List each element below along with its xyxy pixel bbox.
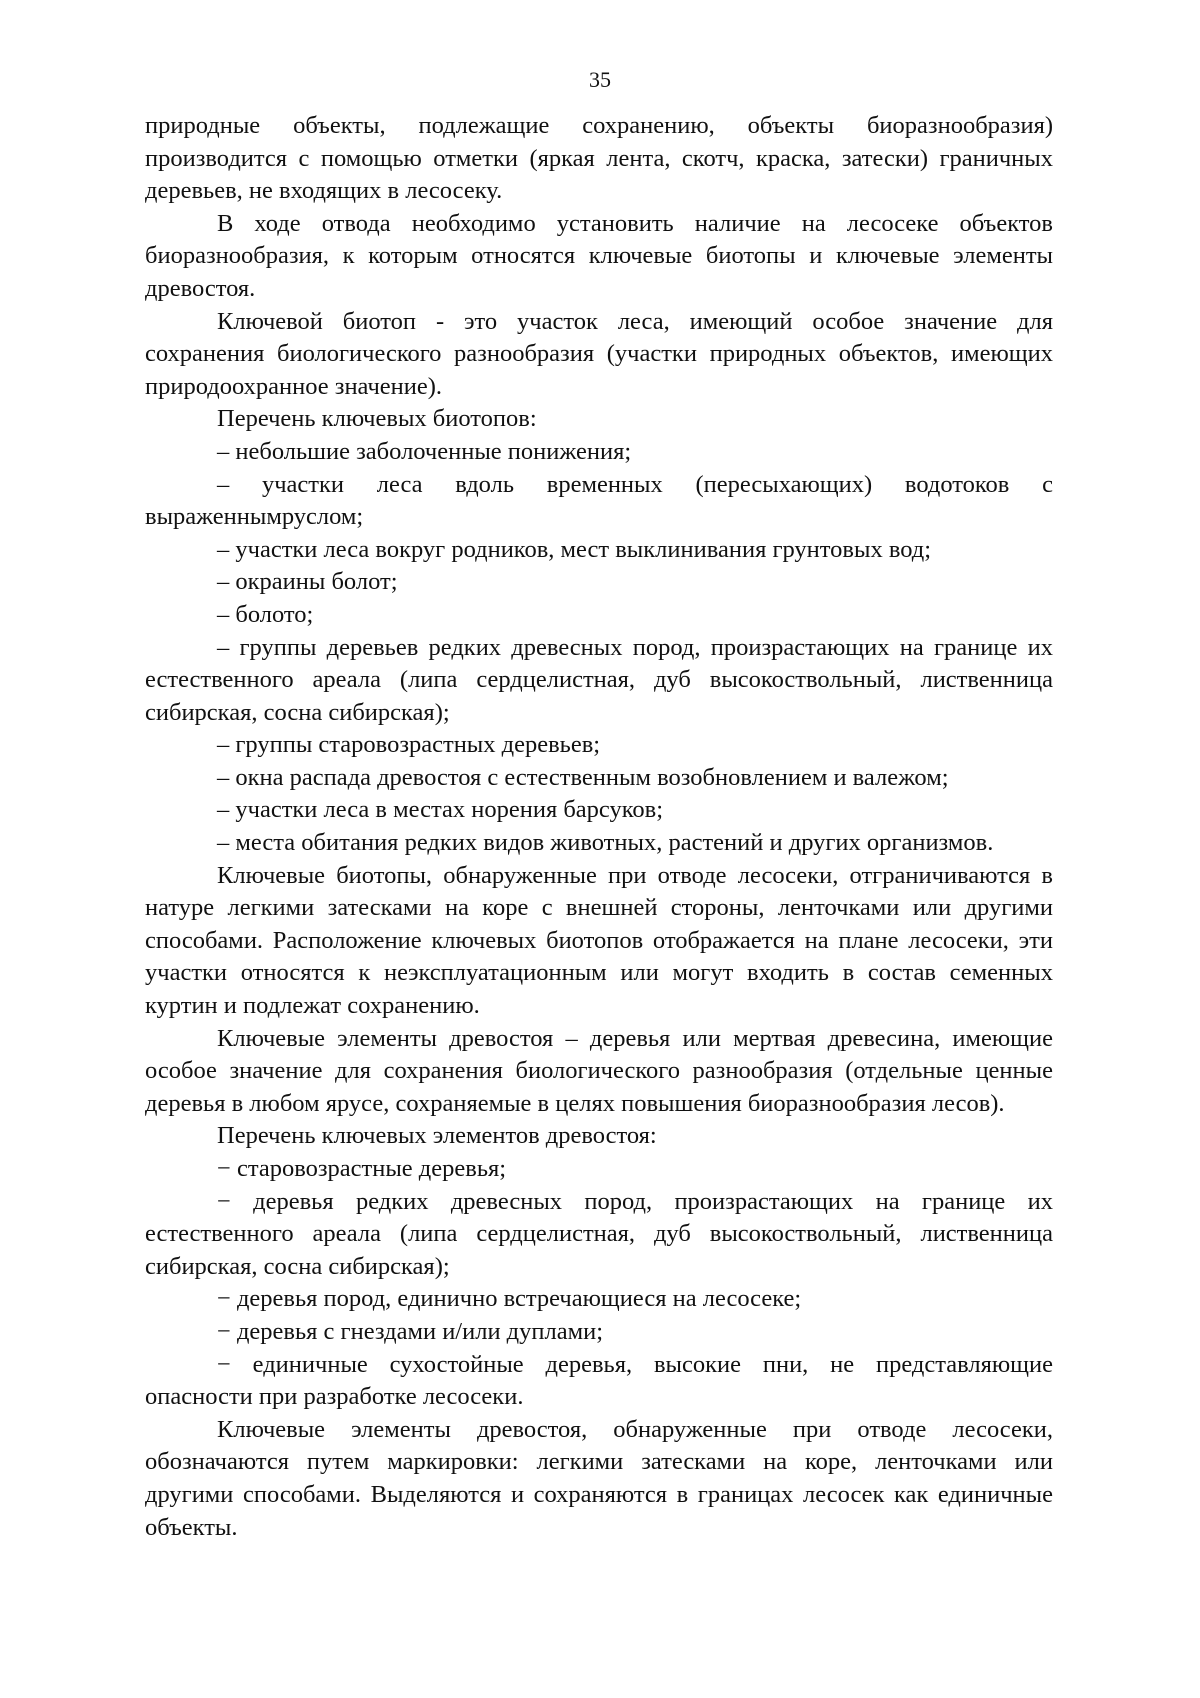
paragraph: природные объекты, подлежащие сохранению, объекты биоразнообразия) производится с помощью отметки (яркая лента, скотч, краска, затески) граничных деревьев, не входящих в лесосеку.: [145, 112, 1053, 205]
list-item: – участки леса вдоль временных (пересыхающих) водотоков с выраженнымруслом;: [145, 470, 1053, 531]
list-item: − старовозрастные деревья;: [217, 1155, 507, 1182]
list-item: – группы старовозрастных деревьев;: [217, 731, 601, 759]
paragraph: Ключевые биотопы, обнаруженные при отводе лесосеки, отграничиваются в натуре легкими затесками на коре с внешней стороны, ленточками или другими способами. Расположение ключевых биотопов отображается на плане лесосеки, эти участки относятся к неэксплуатационным или могут входить в состав семенных куртин и подлежат сохранению.: [145, 861, 1053, 1020]
list-item: − единичные сухостойные деревья, высокие пни, не представляющие опасности при разработке лесосеки.: [145, 1350, 1053, 1411]
list-item: – небольшие заболоченные понижения;: [217, 437, 632, 465]
list-item: – участки леса в местах норения барсуков;: [217, 796, 664, 824]
document-body: [145, 110, 1053, 1544]
list-item: – места обитания редких видов животных, растений и других организмов.: [217, 829, 994, 857]
list-item: − деревья с гнездами и/или дуплами;: [217, 1317, 604, 1345]
paragraph: В ходе отвода необходимо установить наличие на лесосеке объектов биоразнообразия, к которым относятся ключевые биотопы и ключевые элементы древостоя.: [145, 209, 1053, 302]
list-item: – участки леса вокруг родников, мест выклинивания грунтовых вод;: [217, 535, 932, 563]
list-heading: Перечень ключевых биотопов:: [217, 405, 537, 433]
paragraph: Ключевые элементы древостоя, обнаруженные при отводе лесосеки, обозначаются путем маркировки: легкими затесками на коре, ленточками или другими способами. Выделяются и сохраняются в границах лесосек как единичные объекты.: [145, 1415, 1053, 1541]
paragraph: Ключевой биотоп - это участок леса, имеющий особое значение для сохранения биологического разнообразия (участки природных объектов, имеющих природоохранное значение).: [145, 307, 1053, 400]
list-item: − деревья редких древесных пород, произрастающих на границе их естественного ареала (липа сердцелистная, дуб высокоствольный, лиственница сибирская, сосна сибирская);: [145, 1187, 1053, 1280]
page-number: 35: [589, 67, 611, 92]
list-item: − деревья пород, единично встречающиеся на лесосеке;: [217, 1285, 802, 1313]
list-item: – окна распада древостоя с естественным возобновлением и валежом;: [217, 763, 949, 791]
list-item: – окраины болот;: [217, 568, 398, 596]
list-heading: Перечень ключевых элементов древостоя:: [217, 1122, 657, 1150]
paragraph: Ключевые элементы древостоя – деревья или мертвая древесина, имеющие особое значение для сохранения биологического разнообразия (отдельные ценные деревья в любом ярусе, сохраняемые в целях повышения биоразнообразия лесов).: [145, 1024, 1053, 1117]
list-item: – болото;: [217, 600, 314, 628]
list-item: – группы деревьев редких древесных пород, произрастающих на границе их естественного ареала (липа сердцелистная, дуб высокоствольный, лиственница сибирская, сосна сибирская);: [145, 633, 1053, 726]
